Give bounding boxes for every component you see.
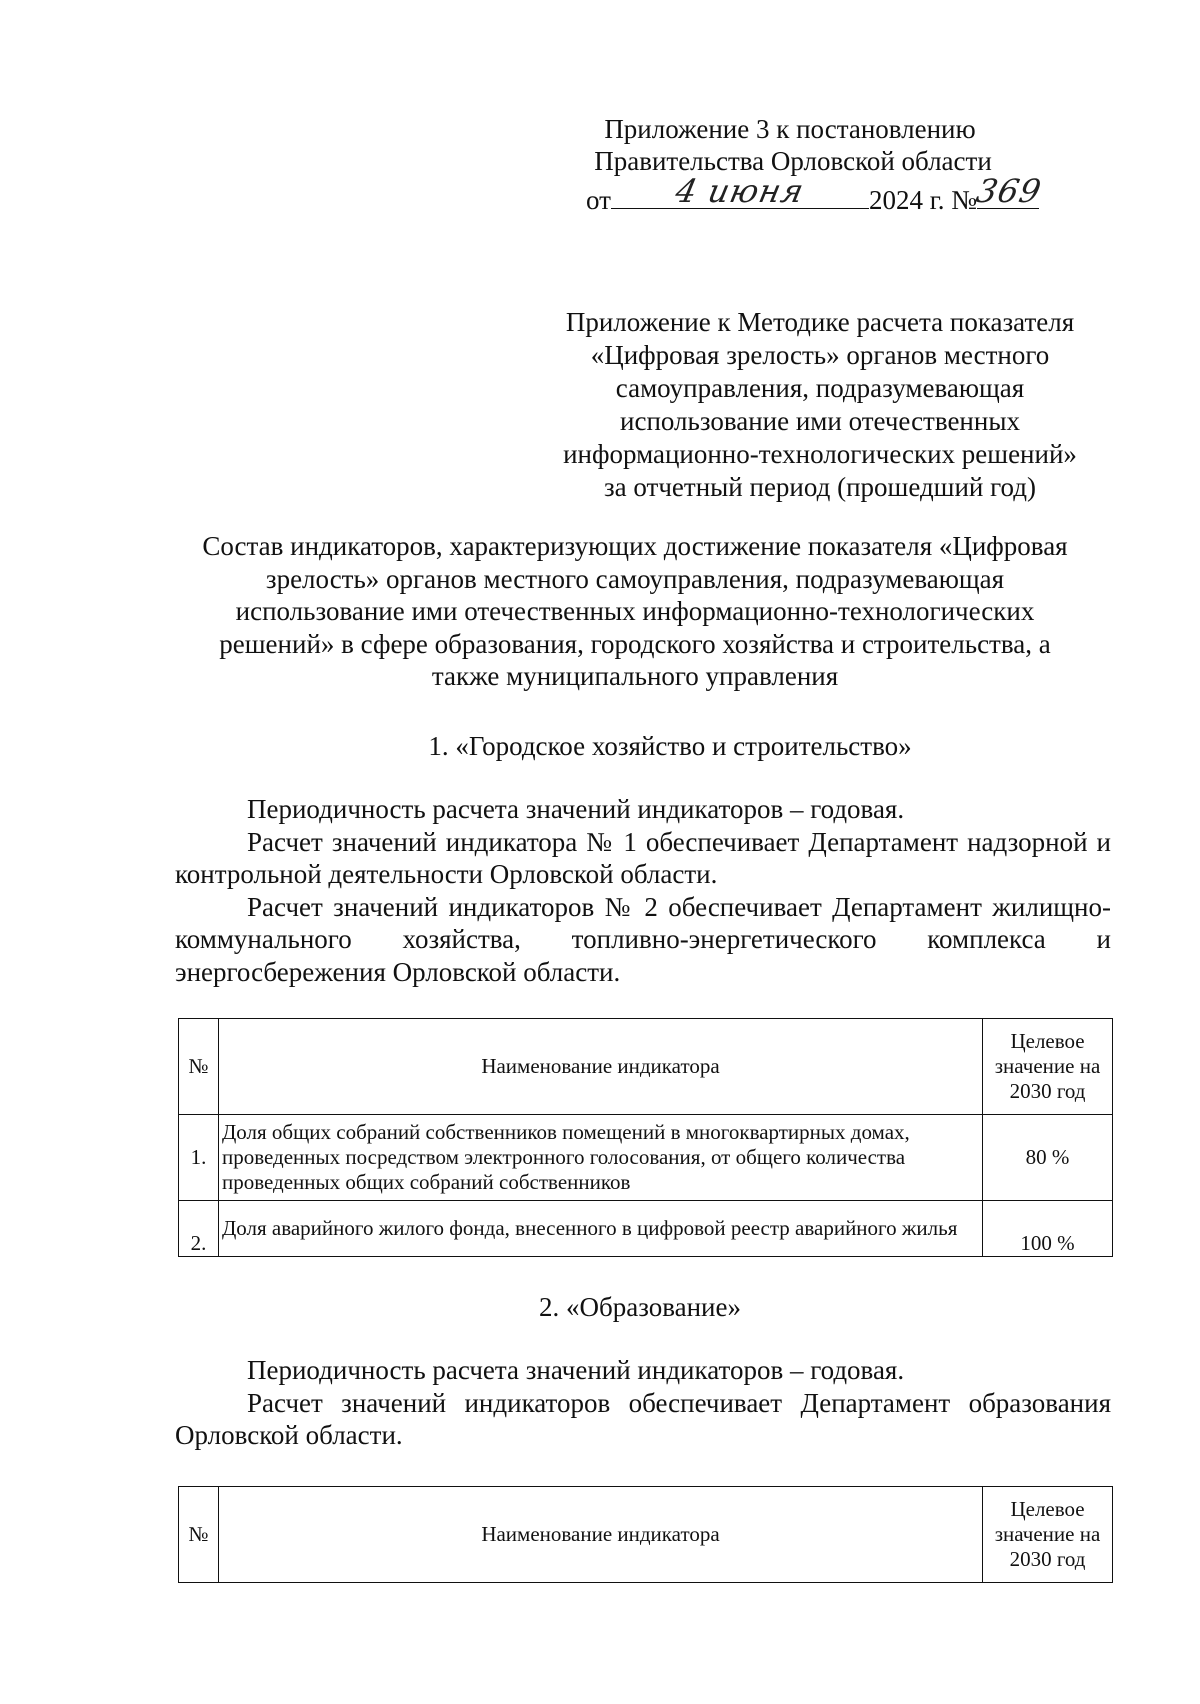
title-line: зрелость» органов местного самоуправления, подразумевающая (265, 563, 1005, 594)
table-row (179, 1201, 1113, 1257)
section-2-paragraph: Периодичность расчета значений индикаторов – годовая. (247, 1355, 905, 1385)
header-target-value: Целевое значение на 2030 год (983, 1019, 1113, 1115)
header-indicator-name: Наименование индикатора (218, 1487, 982, 1583)
number-blank (972, 172, 1046, 210)
header-number: № (179, 1019, 219, 1115)
title-line: Состав индикаторов, характеризующих достижение показателя «Цифровая (202, 531, 1068, 561)
table-header-row (179, 1019, 1113, 1115)
title-line: также муниципального управления (431, 661, 839, 691)
section-2-paragraph: Расчет значений индикаторов обеспечивает Департамент образования Орловской области. (175, 1387, 1111, 1450)
methodology-line: «Цифровая зрелость» органов местного (590, 340, 1050, 370)
row-target-value: 80 % (983, 1115, 1113, 1201)
date-prefix: от (586, 185, 611, 215)
section-2-heading: 2. «Образование» (539, 1292, 741, 1322)
methodology-line: за отчетный период (прошедший год) (604, 472, 1036, 502)
section-2-text (175, 1354, 1111, 1452)
methodology-line: использование ими отечественных (620, 406, 1020, 436)
section-1-text (175, 793, 1111, 988)
appendix-date-line (586, 172, 1046, 217)
section-1-paragraph: Периодичность расчета значений индикаторов – годовая. (247, 794, 905, 824)
section-2-indicator-table (178, 1486, 1113, 1583)
row-number: 2. (179, 1201, 219, 1257)
row-indicator-name: Доля общих собраний собственников помещений в многоквартирных домах, проведенных посредством электронного голосования, от общего количества проведенных общих собраний собственников (218, 1115, 982, 1201)
header-number: № (179, 1487, 219, 1583)
table-header-row (179, 1487, 1113, 1583)
row-indicator-name: Доля аварийного жилого фонда, внесенного в цифровой реестр аварийного жилья (218, 1201, 982, 1257)
appendix-line-1: Приложение 3 к постановлению (604, 114, 976, 144)
methodology-line: самоуправления, подразумевающая (615, 373, 1025, 403)
appendix-line-2: Правительства Орловской области (594, 146, 992, 176)
title-line: использование ими отечественных информационно-технологических (235, 596, 1035, 626)
methodology-line: информационно-технологических решений» (563, 439, 1077, 469)
section-1-paragraph: Расчет значений индикаторов № 2 обеспечивает Департамент жилищно-коммунального хозяйства, топливно-энергетического комплекса и энергосбережения Орловской области. (175, 891, 1111, 987)
row-target-value: 100 % (983, 1201, 1113, 1257)
section-1-heading: 1. «Городское хозяйство и строительство» (428, 731, 912, 761)
section-1-indicator-table (178, 1018, 1113, 1257)
handwritten-date: 4 июня (672, 172, 808, 210)
handwritten-number: 369 (972, 172, 1046, 210)
table-row (179, 1115, 1113, 1201)
row-number: 1. (179, 1115, 219, 1201)
header-indicator-name: Наименование индикатора (218, 1019, 982, 1115)
date-blank (611, 172, 869, 210)
title-line: решений» в сфере образования, городского хозяйства и строительства, а (219, 628, 1051, 659)
date-year: 2024 г. № (868, 185, 977, 215)
document-title (150, 530, 1120, 693)
section-1-paragraph: Расчет значений индикатора № 1 обеспечивает Департамент надзорной и контрольной деятельности Орловской области. (175, 826, 1111, 889)
header-target-value: Целевое значение на 2030 год (983, 1487, 1113, 1583)
methodology-line: Приложение к Методике расчета показателя (565, 307, 1075, 337)
methodology-reference (540, 306, 1100, 504)
